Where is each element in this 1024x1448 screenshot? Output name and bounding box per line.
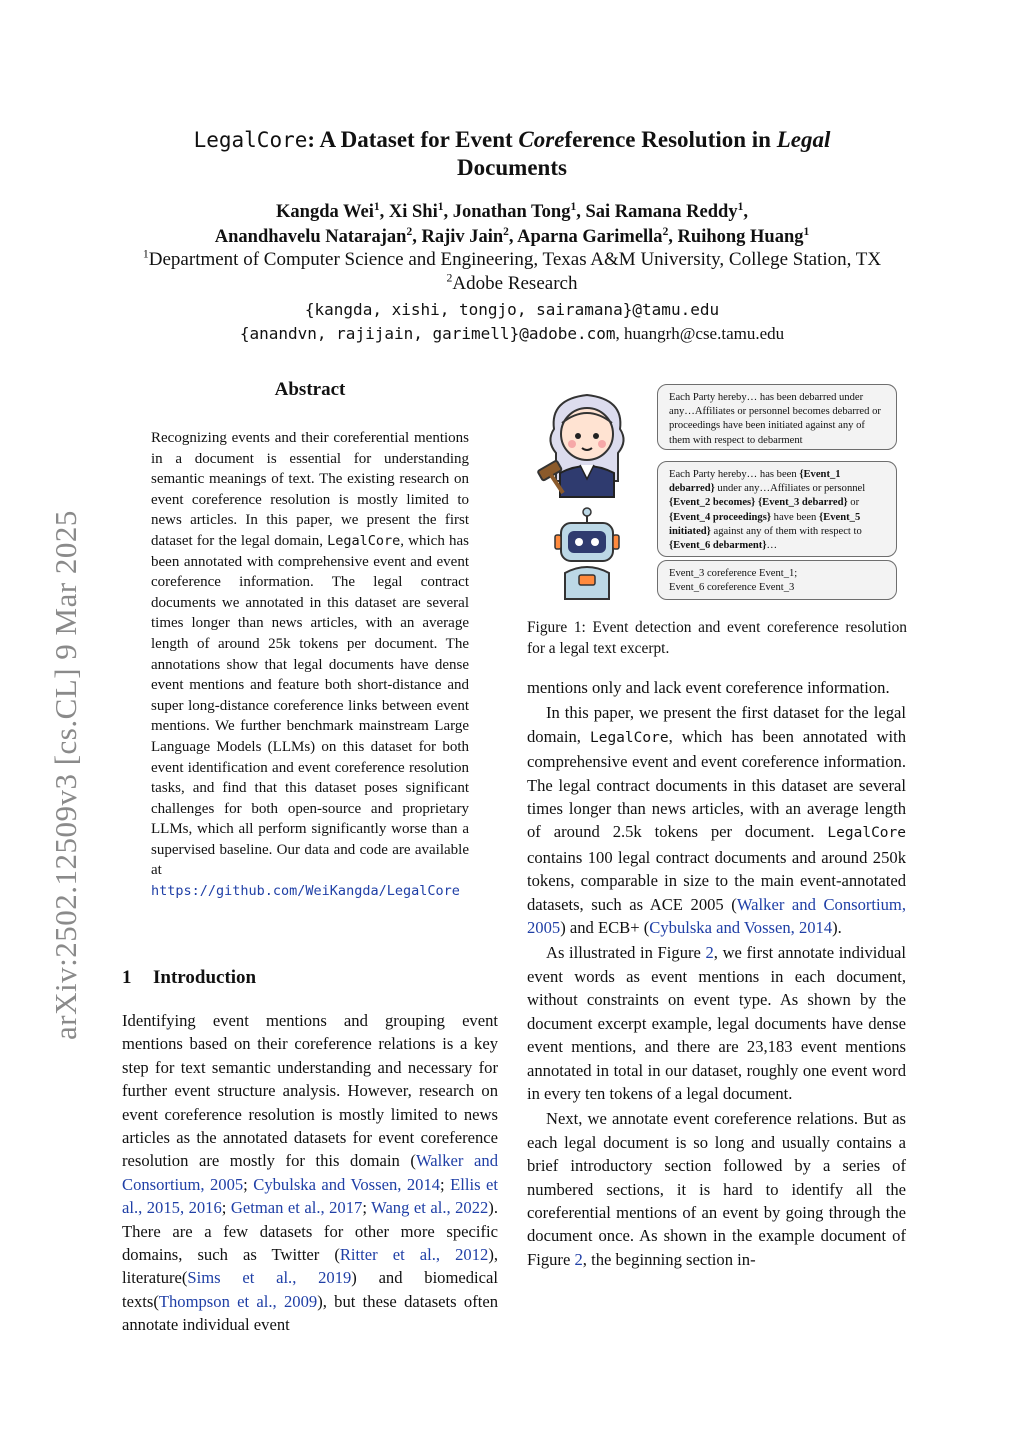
text-excerpt-bubble: Each Party hereby… has been debarred under any…Affiliates or personnel becomes debarred or proceedings have been initiated against any of them with respect to debarment — [657, 384, 897, 450]
para-text: As illustrated in Figure — [546, 943, 706, 963]
figure-ref-link[interactable]: 2 — [705, 943, 714, 963]
author-affiliation-sup: 2 — [503, 225, 509, 238]
author-affiliation-sup: 1 — [437, 200, 444, 213]
affiliation-1-sup: 1 — [142, 247, 149, 261]
intro-text: ) and biomedical texts( — [122, 1268, 498, 1311]
author-affiliation-sup: 1 — [737, 200, 744, 213]
affiliation-1-text: Department of Computer Science and Engineering, Texas A&M University, College Station, TX — [148, 249, 882, 270]
github-link[interactable]: https://github.com/WeiKangda/LegalCore — [151, 883, 460, 900]
right-column-text — [527, 676, 906, 1273]
affiliations — [60, 248, 964, 296]
author-name: Rajiv Jain — [421, 227, 504, 247]
author-name: Kangda Wei — [276, 202, 374, 222]
author-name: Jonathan Tong — [452, 202, 571, 222]
para-text: In this paper, we present the first dataset for the legal domain, — [527, 703, 906, 746]
title-line-2: Documents — [457, 155, 567, 180]
abstract-text-2: , which has been annotated with comprehensive event and event coreference information. The legal contract documents we annotated in this dataset are several times longer than news articles, with an average length of around 25k tokens per document. The annotations show that legal documents have dense event mentions and feature both short-distance and super long-distance coreference links between event mentions. We further benchmark mainstream Large Language Models (LLMs) on this dataset for both event identification and event coreference resolution tasks, and find that this dataset poses significant challenges for both open-source and proprietary LLMs, which all perform significantly worse than a supervised baseline. Our data and code are available at — [151, 532, 469, 879]
author-name: Ruihong Huang — [677, 227, 804, 247]
citation-link[interactable]: Sims et al., 2019 — [187, 1268, 352, 1288]
para-text: ). — [832, 918, 842, 938]
bubble-text: Each Party hereby… has been — [669, 469, 800, 480]
intro-text: ; — [440, 1174, 451, 1194]
affiliation-1 — [60, 248, 964, 272]
para-text: ) and ECB+ ( — [560, 918, 650, 938]
section-title: Introduction — [153, 967, 257, 988]
paragraph — [527, 676, 906, 699]
robot-icon — [547, 507, 627, 607]
para-text: , the beginning section in- — [582, 1249, 756, 1269]
author-separator: , — [508, 227, 518, 247]
author-list — [80, 200, 944, 250]
introduction-paragraph — [122, 1009, 498, 1337]
author-separator: , — [576, 202, 586, 222]
author-line-1 — [80, 200, 944, 225]
event-tag: {Event_4 proceedings} — [669, 511, 772, 523]
paper-title — [100, 126, 924, 182]
title-code-name: LegalCore — [193, 128, 308, 152]
coreference-bubble — [657, 560, 897, 600]
coref-line-2: Event_6 coreference Event_3 — [669, 582, 795, 594]
email-line-1[interactable]: {kangda, xishi, tongjo, sairamana}@tamu.edu — [304, 300, 720, 319]
para-text: , which has been annotated with comprehensive event and event coreference information. The legal contract documents in this dataset are several times longer than news articles, with an average length of around 2.5k tokens per document. — [527, 726, 906, 842]
gavel-icon — [533, 459, 573, 499]
section-heading-introduction — [122, 967, 256, 989]
citation-link[interactable]: Getman et al., 2017 — [230, 1198, 363, 1218]
abstract-code: LegalCore — [327, 532, 401, 549]
figure-ref-link[interactable]: 2 — [574, 1249, 583, 1269]
author-affiliation-sup: 2 — [406, 225, 413, 238]
intro-text: ). There are a few datasets for other more specific domains, such as Twitter ( — [122, 1198, 498, 1265]
intro-text: ; — [362, 1198, 372, 1218]
title-italic-1: Core — [518, 127, 565, 152]
bubble-text: … — [766, 540, 778, 552]
event-tag: {Event_3 debarred} — [757, 497, 848, 509]
abstract-text-1: Recognizing events and their coreferential mentions in a document is essential for understanding semantic meanings of text. The existing research on event coreference resolution is mostly limited to news articles. In this paper, we present the first dataset for the legal domain, — [151, 430, 469, 549]
citation-link[interactable]: Cybulska and Vossen, 2014 — [649, 918, 833, 938]
title-text-2: ference Resolution in — [564, 127, 777, 152]
intro-text: Identifying event mentions and grouping event mentions based on their coreference relations is a key step for text semantic understanding and necessary for further event structure analysis. However, research on event coreference resolution is mostly limited to news articles as the annotated datasets for event coreference resolution are mostly for this domain ( — [122, 1011, 498, 1171]
paragraph — [527, 941, 906, 1105]
affiliation-2 — [60, 272, 964, 296]
email-line-2 — [60, 322, 964, 347]
citation-link[interactable]: Walker and Consortium, 2005 — [122, 1151, 498, 1194]
code-name: LegalCore — [589, 729, 669, 746]
abstract-body — [151, 428, 469, 902]
abstract-heading: Abstract — [274, 379, 346, 400]
arxiv-side-stamp: arXiv:2502.12509v3 [cs.CL] 9 Mar 2025 — [48, 510, 83, 1040]
author-emails — [60, 298, 964, 347]
bubble-text: under any…Affiliates or personnel — [714, 483, 866, 495]
paragraph — [527, 701, 906, 939]
intro-text: ), but these datasets often annotate individual event — [122, 1291, 498, 1335]
email-adobe[interactable]: {anandvn, rajijain, garimell}@adobe.com — [239, 324, 616, 343]
author-line-2 — [80, 225, 944, 250]
paragraph — [527, 1107, 906, 1271]
author-name: Xi Shi — [388, 202, 438, 222]
author-name: Sai Ramana Reddy — [585, 202, 738, 222]
author-separator: , — [743, 202, 748, 222]
event-tag: {Event_5 initiated} — [669, 511, 861, 537]
author-separator: , — [412, 227, 422, 247]
author-separator: , — [379, 202, 389, 222]
author-separator: , — [443, 202, 453, 222]
author-name: Aparna Garimella — [517, 227, 663, 247]
figure-1-caption: Figure 1: Event detection and event coreference resolution for a legal text excerpt. — [527, 619, 907, 657]
affiliation-2-sup: 2 — [446, 271, 453, 285]
event-tag: {Event_1 debarred} — [669, 469, 841, 495]
email-sep: , — [615, 324, 625, 343]
author-separator: , — [668, 227, 678, 247]
title-italic-2: Legal — [776, 127, 831, 152]
citation-link[interactable]: Cybulska and Vossen, 2014 — [253, 1174, 441, 1194]
intro-text: ; — [221, 1198, 231, 1218]
citation-link[interactable]: Walker and Consortium, 2005 — [527, 894, 906, 938]
author-affiliation-sup: 1 — [803, 225, 810, 238]
affiliation-2-text: Adobe Research — [452, 273, 578, 294]
event-annotation-bubble — [657, 461, 897, 557]
coref-line-1: Event_3 coreference Event_1; — [669, 568, 798, 579]
event-tag: {Event_6 debarment} — [669, 540, 767, 552]
citation-link[interactable]: Ritter et al., 2012 — [339, 1245, 489, 1265]
author-affiliation-sup: 2 — [662, 225, 669, 238]
intro-text: ; — [243, 1174, 254, 1194]
bubble-text: against any of them with respect to — [710, 525, 862, 537]
para-text: mentions only and lack event coreference information. — [527, 678, 890, 697]
citation-link[interactable]: Ellis et al., 2015, 2016 — [122, 1174, 498, 1218]
email-tamu[interactable]: huangrh@cse.tamu.edu — [624, 324, 785, 343]
bubble-text: have been — [771, 511, 819, 523]
section-number: 1 — [122, 967, 132, 988]
para-text: , we first annotate individual event words as event mentions in each document, without constraints on event type. As shown by the document excerpt example, legal documents have dense event mentions, and there are 23,183 event mentions annotated in total in our dataset, roughly one event word in every ten tokens of a legal document. — [527, 943, 906, 1103]
figure-1 — [527, 381, 907, 609]
author-affiliation-sup: 1 — [373, 200, 380, 213]
intro-text: ), literature( — [122, 1245, 498, 1288]
code-name: LegalCore — [827, 825, 906, 842]
citation-link[interactable]: Wang et al., 2022 — [371, 1198, 489, 1218]
title-text-1: : A Dataset for Event — [307, 127, 519, 152]
author-name: Anandhavelu Natarajan — [214, 227, 407, 247]
author-affiliation-sup: 1 — [570, 200, 577, 213]
para-text: contains 100 legal contract documents and around 250k tokens, comparable in size to the main event-annotated datasets, such as ACE 2005 ( — [527, 847, 906, 914]
citation-link[interactable]: Thompson et al., 2009 — [158, 1291, 318, 1311]
bubble-text: or — [847, 497, 860, 509]
event-tag: {Event_2 becomes} — [669, 497, 756, 509]
para-text: Next, we annotate event coreference relations. But as each legal document is so long and usually contains a brief introductory section followed by a series of numbered sections, it is hard to identify all the coreferential mentions of an event by going through the document once. As shown in the example document of Figure — [527, 1109, 906, 1269]
